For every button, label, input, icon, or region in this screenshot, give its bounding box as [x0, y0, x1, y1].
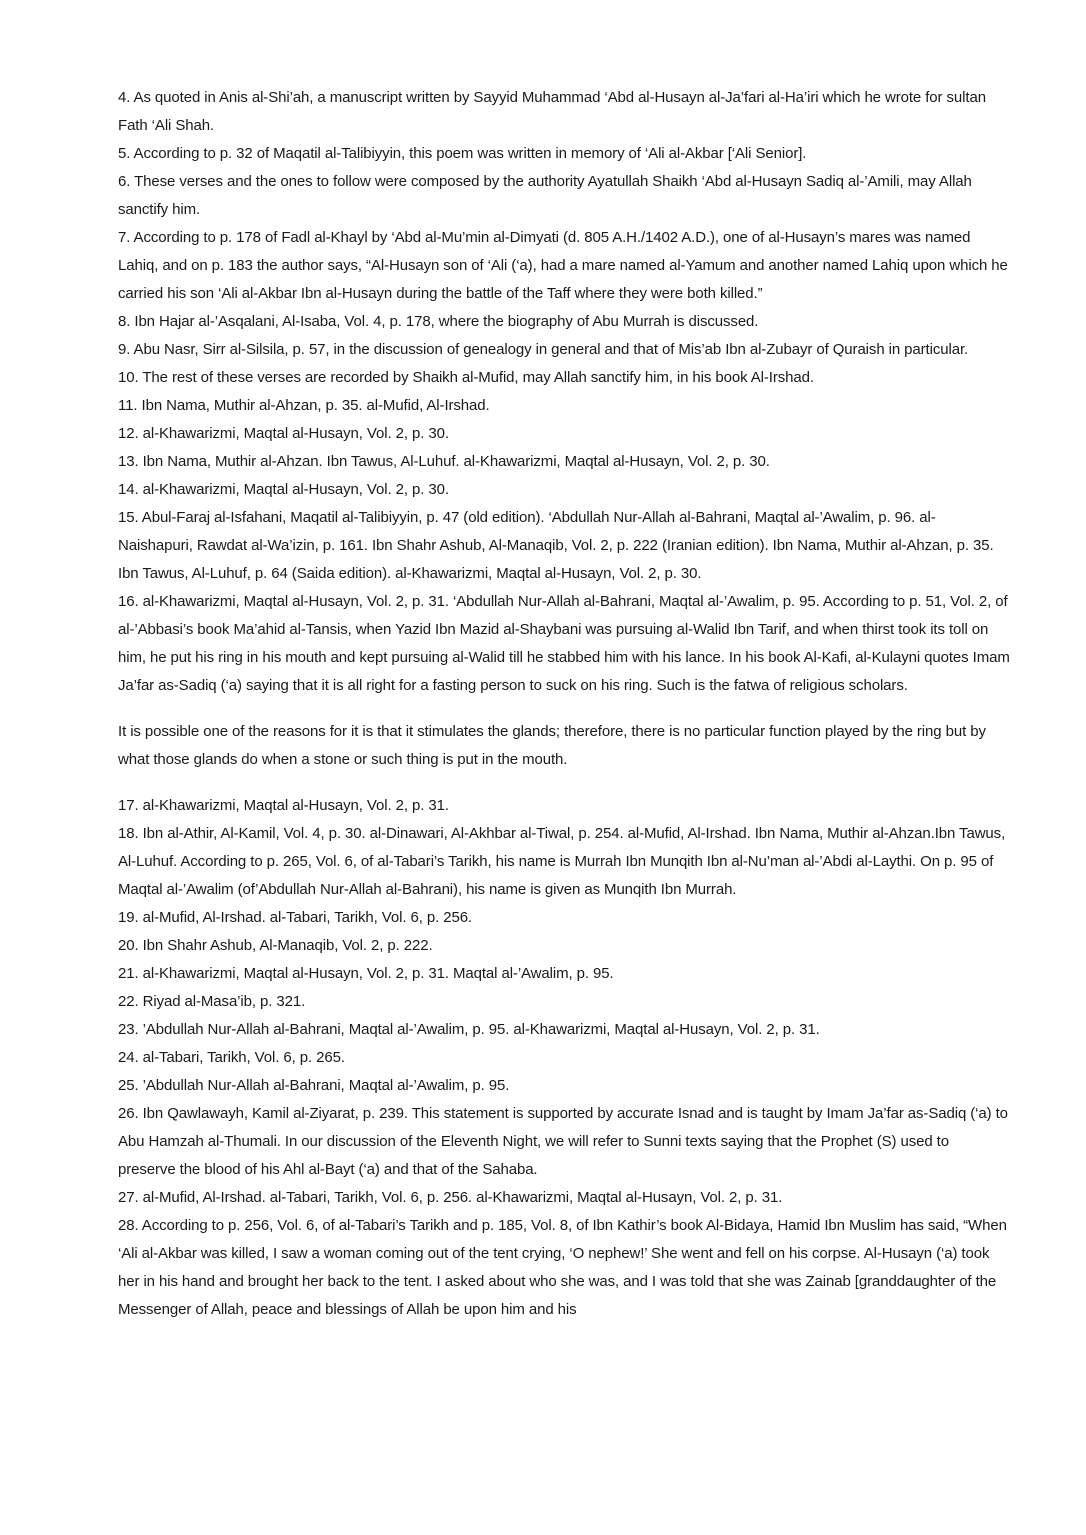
footnote-5: 5. According to p. 32 of Maqatil al-Talibiyyin, this poem was written in memory of ‘Ali al-Akbar [‘Ali Senior]. — [118, 145, 807, 162]
footnote-27: 27. al-Mufid, Al-Irshad. al-Tabari, Tarikh, Vol. 6, p. 256. al-Khawarizmi, Maqtal al-Husayn, Vol. 2, p. 31. — [118, 1189, 783, 1206]
footnotes-section-a — [118, 84, 1010, 700]
footnotes-section-b — [118, 792, 1010, 1324]
footnote-8: 8. Ibn Hajar al-’Asqalani, Al-Isaba, Vol. 4, p. 178, where the biography of Abu Murrah is discussed. — [118, 313, 759, 330]
footnote-13: 13. Ibn Nama, Muthir al-Ahzan. Ibn Tawus, Al-Luhuf. al-Khawarizmi, Maqtal al-Husayn, Vol. 2, p. 30. — [118, 453, 770, 470]
footnote-18: 18. Ibn al-Athir, Al-Kamil, Vol. 4, p. 30. al-Dinawari, Al-Akhbar al-Tiwal, p. 254. al-Mufid, Al-Irshad. Ibn Nama, Muthir al-Ahzan.Ibn Tawus, Al-Luhuf. According to p. 265, Vol. 6, of al-Tabari’s Tarikh, his name is Murrah Ibn Munqith Ibn al-Nu’man al-’Abdi al-Laythi. On p. 95 of Maqtal al-’Awalim (of’Abdullah Nur-Allah al-Bahrani), his name is given as Munqith Ibn Murrah. — [118, 825, 1006, 898]
footnote-6: 6. These verses and the ones to follow were composed by the authority Ayatullah Shaikh ‘Abd al-Husayn Sadiq al-’Amili, may Allah sanctify him. — [118, 173, 972, 218]
footnote-19: 19. al-Mufid, Al-Irshad. al-Tabari, Tarikh, Vol. 6, p. 256. — [118, 909, 473, 926]
paragraph-gap — [118, 774, 1010, 792]
footnote-24: 24. al-Tabari, Tarikh, Vol. 6, p. 265. — [118, 1049, 345, 1066]
footnote-16: 16. al-Khawarizmi, Maqtal al-Husayn, Vol. 2, p. 31. ‘Abdullah Nur-Allah al-Bahrani, Maqtal al-’Awalim, p. 95. According to p. 51, Vol. 2, of al-’Abbasi’s book Ma’ahid al-Tansis, when Yazid Ibn Mazid al-Shaybani was pursuing al-Walid Ibn Tarif, and when thirst took its toll on him, he put his ring in his mouth and kept pursuing al-Walid till he stabbed him with his lance. In his book Al-Kafi, al-Kulayni quotes Imam Ja’far as-Sadiq (‘a) saying that it is all right for a fasting person to suck on his ring. Such is the fatwa of religious scholars. — [118, 593, 1010, 694]
footnote-23: 23. ’Abdullah Nur-Allah al-Bahrani, Maqtal al-’Awalim, p. 95. al-Khawarizmi, Maqtal al-Husayn, Vol. 2, p. 31. — [118, 1021, 820, 1038]
footnote-25: 25. ’Abdullah Nur-Allah al-Bahrani, Maqtal al-’Awalim, p. 95. — [118, 1077, 510, 1094]
document-page — [118, 84, 1010, 1324]
footnote-9: 9. Abu Nasr, Sirr al-Silsila, p. 57, in the discussion of genealogy in general and that of Mis’ab Ibn al-Zubayr of Quraish in particular. — [118, 341, 969, 358]
body-paragraph: It is possible one of the reasons for it is that it stimulates the glands; therefore, there is no particular function played by the ring but by what those glands do when a stone or such thing is put in the mouth. — [118, 723, 986, 768]
footnote-7: 7. According to p. 178 of Fadl al-Khayl by ‘Abd al-Mu’min al-Dimyati (d. 805 A.H./1402 A.D.), one of al-Husayn’s mares was named Lahiq, and on p. 183 the author says, “Al-Husayn son of ‘Ali (‘a), had a mare named al-Yamum and another named Lahiq upon which he carried his son ‘Ali al-Akbar Ibn al-Husayn during the battle of the Taff where they were both killed.” — [118, 229, 1008, 302]
footnote-15: 15. Abul-Faraj al-Isfahani, Maqatil al-Talibiyyin, p. 47 (old edition). ‘Abdullah Nur-Allah al-Bahrani, Maqtal al-’Awalim, p. 96. al-Naishapuri, Rawdat al-Wa’izin, p. 161. Ibn Shahr Ashub, Al-Manaqib, Vol. 2, p. 222 (Iranian edition). Ibn Nama, Muthir al-Ahzan, p. 35. Ibn Tawus, Al-Luhuf, p. 64 (Saida edition). al-Khawarizmi, Maqtal al-Husayn, Vol. 2, p. 30. — [118, 509, 994, 582]
footnote-10: 10. The rest of these verses are recorded by Shaikh al-Mufid, may Allah sanctify him, in his book Al-Irshad. — [118, 369, 814, 386]
footnote-11: 11. Ibn Nama, Muthir al-Ahzan, p. 35. al-Mufid, Al-Irshad. — [118, 397, 490, 414]
footnote-20: 20. Ibn Shahr Ashub, Al-Manaqib, Vol. 2, p. 222. — [118, 937, 433, 954]
paragraph-gap — [118, 700, 1010, 718]
footnote-22: 22. Riyad al-Masa’ib, p. 321. — [118, 993, 306, 1010]
footnote-14: 14. al-Khawarizmi, Maqtal al-Husayn, Vol. 2, p. 30. — [118, 481, 449, 498]
footnote-12: 12. al-Khawarizmi, Maqtal al-Husayn, Vol. 2, p. 30. — [118, 425, 449, 442]
footnote-4: 4. As quoted in Anis al-Shi’ah, a manuscript written by Sayyid Muhammad ‘Abd al-Husayn al-Ja’fari al-Ha’iri which he wrote for sultan Fath ‘Ali Shah. — [118, 89, 986, 134]
footnote-28: 28. According to p. 256, Vol. 6, of al-Tabari’s Tarikh and p. 185, Vol. 8, of Ibn Kathir’s book Al-Bidaya, Hamid Ibn Muslim has said, “When ‘Ali al-Akbar was killed, I saw a woman coming out of the tent crying, ‘O nephew!’ She went and fell on his corpse. Al-Husayn (‘a) took her in his hand and brought her back to the tent. I asked about who she was, and I was told that she was Zainab [granddaughter of the Messenger of Allah, peace and blessings of Allah be upon him and his — [118, 1217, 1007, 1318]
footnote-17: 17. al-Khawarizmi, Maqtal al-Husayn, Vol. 2, p. 31. — [118, 797, 449, 814]
footnote-21: 21. al-Khawarizmi, Maqtal al-Husayn, Vol. 2, p. 31. Maqtal al-’Awalim, p. 95. — [118, 965, 614, 982]
footnote-26: 26. Ibn Qawlawayh, Kamil al-Ziyarat, p. 239. This statement is supported by accurate Isnad and is taught by Imam Ja’far as-Sadiq (‘a) to Abu Hamzah al-Thumali. In our discussion of the Eleventh Night, we will refer to Sunni texts saying that the Prophet (S) used to preserve the blood of his Ahl al-Bayt (‘a) and that of the Sahaba. — [118, 1105, 1008, 1178]
